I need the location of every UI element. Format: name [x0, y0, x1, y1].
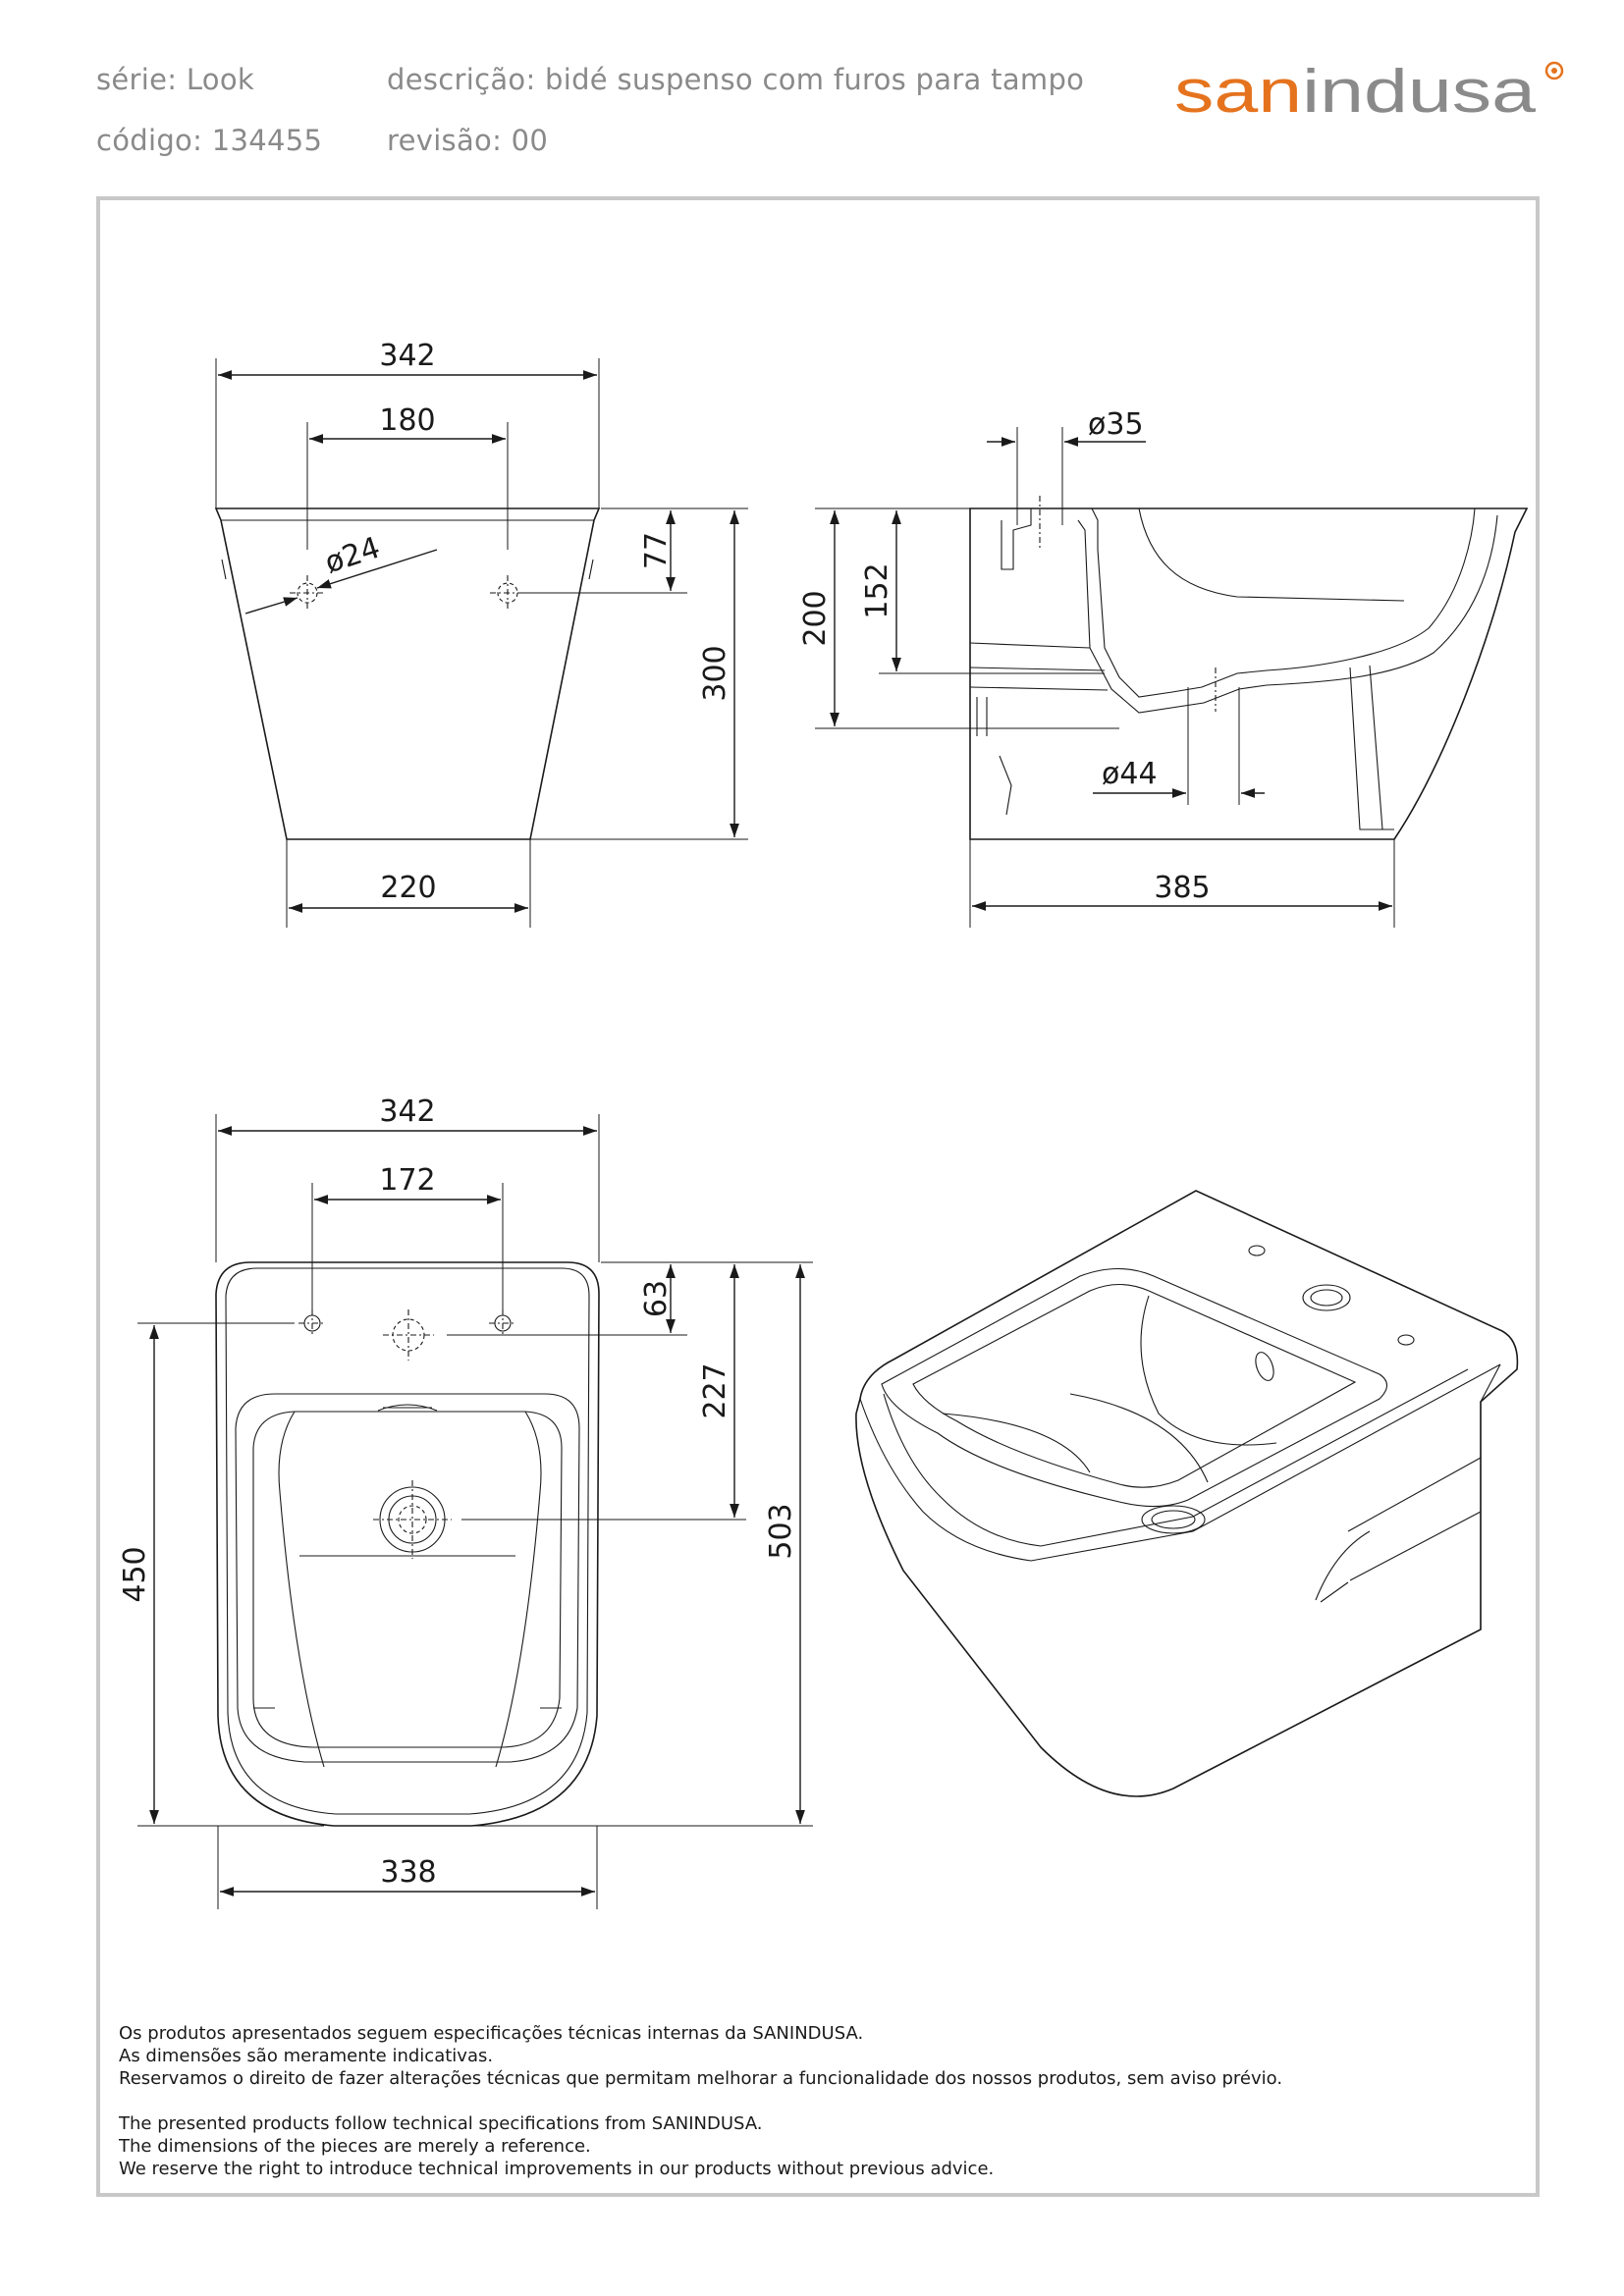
side-view-water-line	[1139, 508, 1404, 601]
top-view-bowl-outer	[236, 1394, 579, 1762]
side-mount-height-label: 200	[798, 590, 833, 647]
top-view-outline	[216, 1262, 599, 1826]
side-inlet-diameter-label: ø35	[1088, 407, 1144, 442]
note-pt-2: As dimensões são meramente indicativas.	[119, 2046, 494, 2066]
side-outlet-diameter-label: ø44	[1102, 757, 1158, 791]
top-width-bottom-label: 338	[380, 1855, 437, 1890]
front-view	[216, 339, 748, 928]
top-view-bowl-contours	[253, 1412, 562, 1767]
top-hole-offset-label: 63	[639, 1279, 674, 1318]
perspective-back-edge	[1481, 1364, 1500, 1629]
note-pt-1: Os produtos apresentados seguem especificações técnicas internas da SANINDUSA.	[119, 2023, 864, 2044]
note-en-3: We reserve the right to introduce technical improvements in our products without previous advice.	[119, 2159, 995, 2179]
front-dia-leader-a	[245, 598, 298, 614]
perspective-left-hole	[1249, 1246, 1265, 1255]
top-view-rim	[226, 1268, 589, 1814]
series-label: série: Look	[96, 63, 254, 96]
logo-text-san: san	[1174, 61, 1272, 120]
side-view-bolts	[977, 697, 1011, 815]
front-view-outline	[216, 508, 599, 839]
side-depth-label: 385	[1154, 871, 1211, 905]
top-outlet-drain	[373, 1480, 452, 1559]
perspective-mount-slot	[1316, 1458, 1481, 1602]
side-inlet-height-label: 152	[860, 562, 894, 619]
top-outlet-offset-label: 227	[698, 1362, 732, 1419]
front-hole-spacing-label: 180	[379, 403, 436, 438]
top-length-total-label: 503	[764, 1503, 798, 1560]
perspective-rim-inner	[884, 1369, 1468, 1546]
top-view-bowl-inner	[253, 1412, 562, 1747]
side-view-bowl-inner	[1078, 515, 1497, 713]
top-center-hole	[383, 1309, 434, 1361]
code-label: código: 134455	[96, 124, 323, 157]
side-view-bowl-section	[1092, 508, 1475, 697]
side-view	[798, 407, 1527, 928]
top-width-top-label: 342	[379, 1095, 436, 1129]
note-en-1: The presented products follow technical specifications from SANINDUSA.	[119, 2113, 763, 2134]
side-view-wall	[1350, 666, 1394, 829]
top-view-overflow	[378, 1405, 437, 1411]
front-spacing-ext	[307, 422, 508, 550]
top-length-ext	[412, 1262, 813, 1826]
top-hole-spacing-label: 172	[379, 1163, 436, 1198]
top-view	[118, 1095, 813, 1909]
front-hole-offset-label: 77	[639, 531, 674, 570]
front-width-top-label: 342	[379, 339, 436, 373]
side-outlet-ext	[1188, 687, 1239, 805]
note-spacer	[119, 2090, 1493, 2112]
front-left-hole	[290, 575, 325, 611]
note-en-2: The dimensions of the pieces are merely a reference.	[119, 2136, 591, 2157]
perspective-overflow	[1252, 1350, 1276, 1383]
perspective-rim-front	[860, 1364, 1500, 1561]
logo-text-indusa: indusa	[1302, 61, 1482, 120]
perspective-tap-hole	[1303, 1285, 1350, 1310]
description-label: descrição: bidé suspenso com furos para tampo	[387, 63, 1085, 96]
revision-label: revisão: 00	[387, 124, 549, 157]
disclaimer-notes	[119, 2022, 1493, 2180]
side-view-centerlines	[1040, 496, 1216, 712]
front-height-label: 300	[698, 645, 732, 702]
perspective-bowl-edge	[882, 1269, 1387, 1507]
perspective-view	[856, 1191, 1518, 1796]
front-right-hole	[490, 575, 525, 611]
top-spacing-ext	[312, 1183, 503, 1315]
front-view-side-marks	[222, 560, 593, 579]
side-view-mount-lines	[970, 643, 1108, 690]
side-view-inlet	[1001, 508, 1031, 569]
note-pt-3: Reservamos o direito de fazer alterações técnicas que permitam melhorar a funcionalidade dos nossos produtos, sem aviso prévio.	[119, 2068, 1283, 2089]
perspective-right-hole	[1398, 1335, 1414, 1345]
top-inner-length-ext	[137, 1323, 324, 1826]
perspective-outline	[856, 1191, 1518, 1796]
front-width-bottom-label: 220	[380, 871, 437, 905]
front-hole-diameter-label: ø24	[320, 530, 385, 581]
top-length-inner-label: 450	[118, 1546, 152, 1603]
